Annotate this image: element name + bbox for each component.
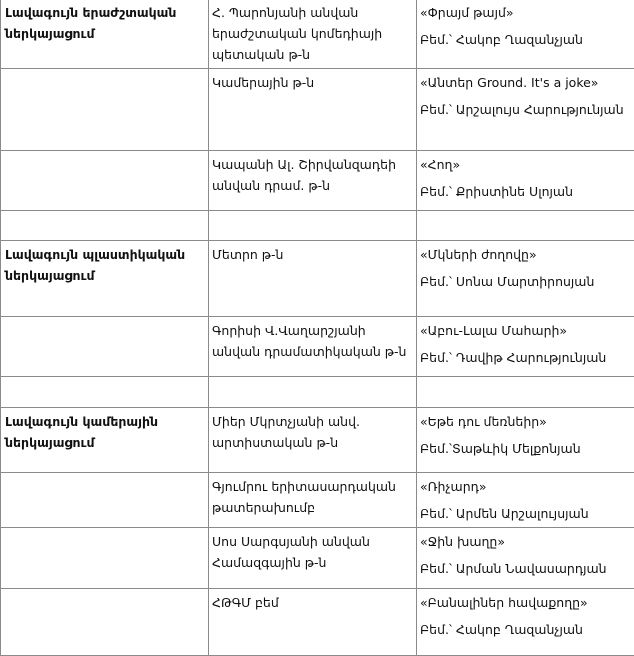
empty-cell bbox=[1, 317, 209, 377]
empty-cell bbox=[1, 211, 209, 241]
spacer-row bbox=[1, 377, 634, 408]
table-row bbox=[1, 241, 634, 317]
theatre-cell: Կապանի Ալ. Շիրվանզադեի անվան դրամ. թ-ն bbox=[209, 151, 417, 211]
theatre-cell: Կամերային թ-ն bbox=[209, 69, 417, 151]
play-director: Բեմ.՝ Արմեն Արշալույսյան bbox=[420, 503, 634, 524]
category-cell: Լավագույն երաժշտական ներկայացում bbox=[1, 0, 209, 69]
play-director: Բեմ.՝Տաթևիկ Մելքոնյան bbox=[420, 438, 634, 459]
play-cell bbox=[417, 528, 634, 589]
empty-cell bbox=[1, 589, 209, 656]
play-director: Բեմ.՝ Արշալույս Հարությունյան bbox=[420, 99, 634, 120]
play-cell bbox=[417, 473, 634, 528]
play-director: Բեմ.՝ Արման Նավասարդյան bbox=[420, 558, 634, 579]
empty-cell bbox=[209, 377, 417, 408]
play-title: «Բանալիներ hավաքողը» bbox=[420, 592, 634, 613]
play-cell bbox=[417, 589, 634, 656]
table-row bbox=[1, 473, 634, 528]
table-row bbox=[1, 151, 634, 211]
play-director: Բեմ.՝ Հակոբ Ղազանչյան bbox=[420, 29, 634, 50]
theatre-cell: Մետրո թ-ն bbox=[209, 241, 417, 317]
play-title: «Մկների ժողովը» bbox=[420, 244, 634, 265]
play-director: Բեմ.՝ Դավիթ Հարությունյան bbox=[420, 347, 634, 368]
table-row bbox=[1, 528, 634, 589]
play-title: «Ջին խաղը» bbox=[420, 531, 634, 552]
empty-cell bbox=[417, 211, 634, 241]
table-row bbox=[1, 0, 634, 69]
table-row bbox=[1, 317, 634, 377]
empty-cell bbox=[1, 377, 209, 408]
play-title: «Աբու-Լալա Մահարի» bbox=[420, 320, 634, 341]
theatre-cell: ՀԹԳՄ բեմ bbox=[209, 589, 417, 656]
spacer-row bbox=[1, 211, 634, 241]
play-title: «Հող» bbox=[420, 154, 634, 175]
play-title: «Ռիչարդ» bbox=[420, 476, 634, 497]
empty-cell bbox=[1, 69, 209, 151]
play-cell bbox=[417, 408, 634, 473]
play-cell bbox=[417, 69, 634, 151]
empty-cell bbox=[209, 211, 417, 241]
play-director: Բեմ.՝ Հակոբ Ղազանչյան bbox=[420, 619, 634, 640]
theatre-cell: Սոս Սարգսյանի անվան Համազգային թ-ն bbox=[209, 528, 417, 589]
play-cell bbox=[417, 241, 634, 317]
play-title: «Փրայմ թայմ» bbox=[420, 2, 634, 23]
play-cell bbox=[417, 317, 634, 377]
empty-cell bbox=[1, 473, 209, 528]
category-cell: Լավագույն պլաստիկական ներկայացում bbox=[1, 241, 209, 317]
empty-cell bbox=[1, 528, 209, 589]
empty-cell bbox=[417, 377, 634, 408]
table-row bbox=[1, 408, 634, 473]
theatre-cell: Գյումրու երիտասարդական թատերախումբ bbox=[209, 473, 417, 528]
play-cell bbox=[417, 151, 634, 211]
play-cell bbox=[417, 0, 634, 69]
play-title: «Անտեր Ground. It's a joke» bbox=[420, 72, 634, 93]
table-row bbox=[1, 589, 634, 656]
play-title: «Եթե դու մեռնեիր» bbox=[420, 411, 634, 432]
theatre-cell: Միեր Մկրտչյանի անվ. արտիստական թ-ն bbox=[209, 408, 417, 473]
play-director: Բեմ.՝ Քրիստինե Սլոյան bbox=[420, 181, 634, 202]
play-director: Բեմ.՝ Սոնա Մարտիրոսյան bbox=[420, 271, 634, 292]
table-row bbox=[1, 69, 634, 151]
empty-cell bbox=[1, 151, 209, 211]
theatre-cell: Գորիսի Վ.Վաղարշյանի անվան դրամատիկական թ-ն bbox=[209, 317, 417, 377]
theatre-cell: Հ. Պարոնյանի անվան երաժշտական կոմեդիայի պետական թ-ն bbox=[209, 0, 417, 69]
category-cell: Լավագույն կամերային ներկայացում bbox=[1, 408, 209, 473]
